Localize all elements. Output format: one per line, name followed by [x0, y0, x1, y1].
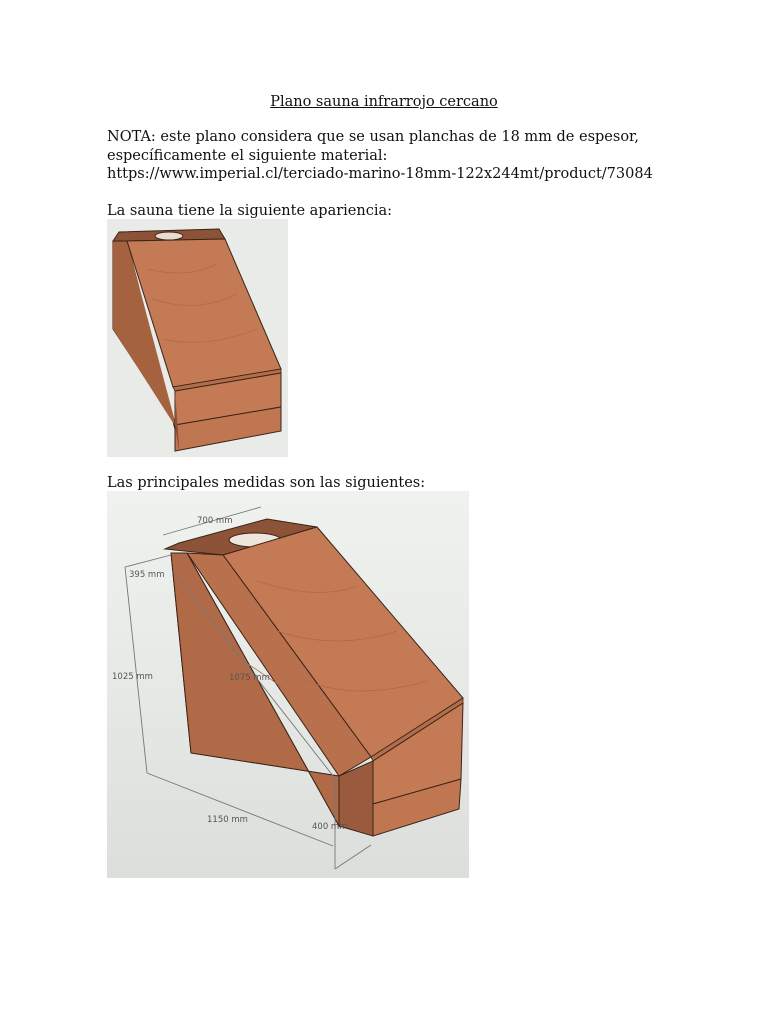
head-opening — [155, 232, 183, 240]
dim-front: 400 mm — [312, 822, 348, 832]
page-title: Plano sauna infrarrojo cercano — [270, 94, 498, 110]
note-line-1: NOTA: este plano considera que se usan planchas de 18 mm de espesor, — [107, 129, 640, 145]
dim-length: 1150 mm — [207, 815, 248, 825]
dim-slope: 1075 mm — [229, 673, 270, 683]
sauna-render-image — [107, 219, 288, 457]
measures-caption: Las principales medidas son las siguientes: — [107, 475, 426, 491]
sauna-dimensions-image — [107, 491, 469, 878]
dim-height: 1025 mm — [112, 672, 153, 682]
appearance-caption: La sauna tiene la siguiente apariencia: — [107, 203, 392, 219]
dim-top-depth: 395 mm — [129, 570, 165, 580]
material-link[interactable]: https://www.imperial.cl/terciado-marino-18mm-122x244mt/product/73084 — [107, 166, 653, 182]
dim-top-width: 700 mm — [197, 516, 233, 526]
note-line-2: específicamente el siguiente material: — [107, 148, 388, 164]
